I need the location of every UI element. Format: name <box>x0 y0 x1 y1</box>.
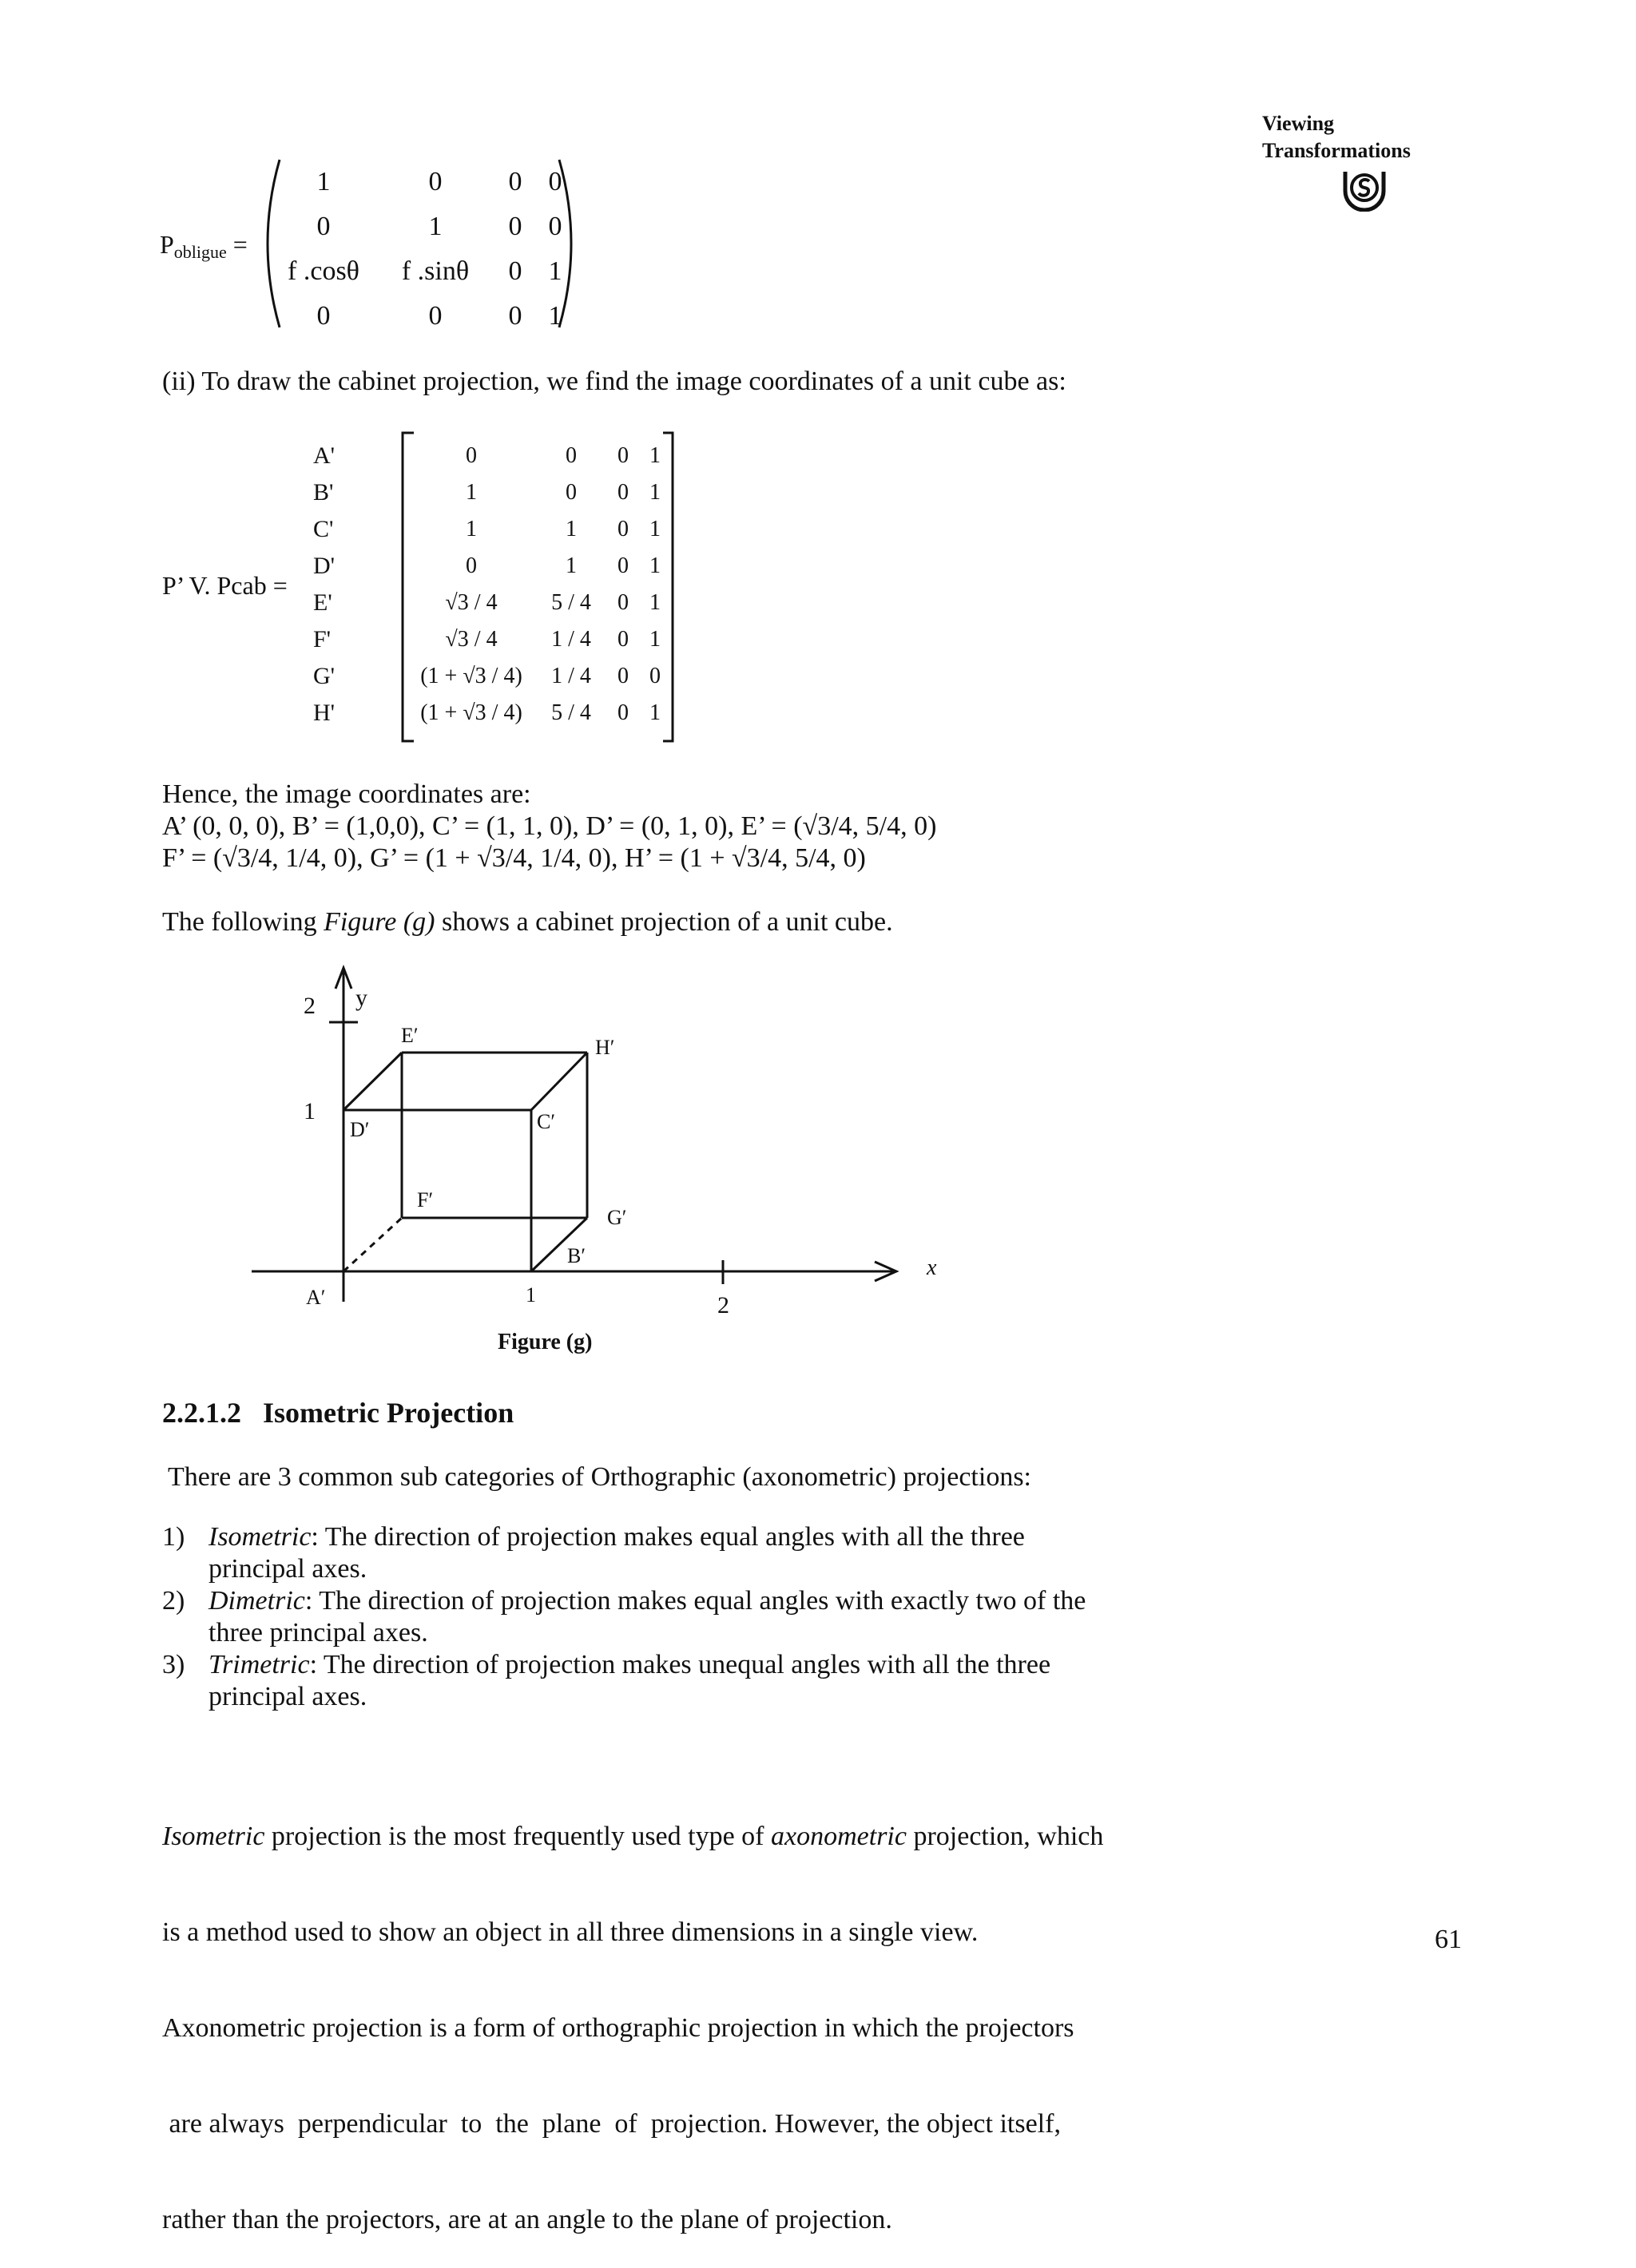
x-axis-label: x <box>927 1255 937 1280</box>
edge-DE <box>343 1053 402 1110</box>
vertex-label-f: F′ <box>417 1188 434 1211</box>
list-item <box>162 1521 1025 1585</box>
matrix-cabinet-cell: 1 <box>649 553 661 578</box>
list-text-continued: principal axes. <box>208 1682 367 1711</box>
paragraph-cabinet: (ii) To draw the cabinet projection, we find the image coordinates of a unit cube as: <box>162 367 1066 396</box>
coords-line-2: F’ = (√3/4, 1/4, 0), G’ = (1 + √3/4, 1/4, 0), H’ = (1 + √3/4, 5/4, 0) <box>162 843 866 873</box>
list-text: : The direction of projection makes unequal angles with all the three <box>309 1650 1051 1679</box>
matrix-cabinet-cell: 1 / 4 <box>551 627 591 652</box>
matrix-oblique-cell: 0 <box>508 256 522 286</box>
list-term: Trimetric <box>208 1650 310 1679</box>
list-term: Isometric <box>208 1522 312 1552</box>
matrix-cabinet-cell: 0 <box>617 664 629 688</box>
vertex-label-a: A′ <box>306 1286 326 1309</box>
matrix-oblique-cell: f .sinθ <box>401 256 470 286</box>
matrix-oblique-cell: 1 <box>548 256 562 286</box>
header-line-1: Viewing <box>1262 112 1335 135</box>
matrix-oblique-equals: = <box>232 230 248 259</box>
matrix-oblique-cell: 1 <box>428 212 443 241</box>
matrix-cabinet-cell: 1 <box>649 443 661 468</box>
matrix-cabinet-cell: 1 <box>649 700 661 725</box>
matrix-cabinet-cell: (1 + √3 / 4) <box>420 700 522 725</box>
matrix-oblique-label-sub: obligue <box>173 242 227 262</box>
matrix-oblique-cell: 0 <box>508 212 522 241</box>
matrix-cabinet-cell: 0 <box>617 443 629 468</box>
coords-intro: Hence, the image coordinates are: <box>162 779 531 809</box>
row-label: C' <box>313 516 334 542</box>
matrix-cabinet-cell: 0 <box>617 480 629 505</box>
matrix-oblique-cell: 0 <box>316 212 331 241</box>
row-label: F' <box>313 626 332 652</box>
matrix-cabinet-cell: 0 <box>617 553 629 578</box>
vertex-label-e: E′ <box>401 1024 419 1047</box>
figure-intro-after: shows a cabinet projection of a unit cube. <box>435 907 893 937</box>
header-line-2: Transformations <box>1262 139 1411 162</box>
matrix-oblique-cell: f .cosθ <box>288 256 359 286</box>
vertex-label-d: D′ <box>350 1118 370 1141</box>
row-label: H' <box>313 700 336 726</box>
figure-caption: Figure (g) <box>498 1330 593 1354</box>
vertex-label-c: C′ <box>537 1110 556 1133</box>
matrix-cabinet-cell: 1 <box>466 480 477 505</box>
section-heading <box>162 1396 514 1429</box>
section-title: Isometric Projection <box>263 1397 514 1429</box>
matrix-cabinet-cell: 1 <box>566 553 577 578</box>
matrix-cabinet-cell: 1 <box>566 517 577 541</box>
x-tick-label-2: 2 <box>717 1292 729 1318</box>
para-line: rather than the projectors, are at an angle to the plane of projection. <box>162 2205 892 2234</box>
isometric-paragraph <box>162 1757 1103 2268</box>
list-text: : The direction of projection makes equal angles with exactly two of the <box>304 1586 1086 1616</box>
para-line: Axonometric projection is a form of orthographic projection in which the projectors <box>162 2013 1074 2043</box>
edge-AF-hidden <box>343 1218 402 1271</box>
matrix-oblique-cell: 1 <box>316 167 331 196</box>
section-number: 2.2.1.2 <box>162 1397 241 1429</box>
matrix-cabinet-cell: 1 / 4 <box>551 664 591 688</box>
para-text: projection is the most frequently used type of <box>264 1822 772 1851</box>
matrix-oblique-cell: 0 <box>548 167 562 196</box>
coords-line-1: A’ (0, 0, 0), B’ = (1,0,0), C’ = (1, 1, 0), D’ = (0, 1, 0), E’ = (√3/4, 5/4, 0) <box>162 811 937 841</box>
term-isometric: Isometric <box>162 1822 265 1851</box>
para-line: are always perpendicular to the plane of projection. However, the object itself, <box>162 2109 1061 2139</box>
row-label: A' <box>313 442 336 469</box>
matrix-cabinet-label: P’ V. Pcab = <box>162 571 288 600</box>
matrix-cabinet-cell: 0 <box>566 443 577 468</box>
subcategories-intro: There are 3 common sub categories of Orthographic (axonometric) projections: <box>168 1462 1031 1492</box>
matrix-oblique-label-main: P <box>160 230 174 259</box>
list-term: Dimetric <box>208 1586 305 1616</box>
matrix-cabinet-cell: √3 / 4 <box>445 627 498 652</box>
matrix-cabinet-cell: (1 + √3 / 4) <box>420 664 522 688</box>
row-label: G' <box>313 663 336 689</box>
matrix-cabinet-cell: 1 <box>649 627 661 652</box>
y-tick-label-2: 2 <box>304 993 316 1019</box>
matrix-cabinet-cell: 0 <box>617 700 629 725</box>
row-label: B' <box>313 479 334 506</box>
x-tick-label-1: 1 <box>526 1283 536 1306</box>
matrix-oblique-cell: 0 <box>316 301 331 331</box>
vertex-label-h: H′ <box>595 1036 615 1059</box>
list-number: 1) <box>162 1522 185 1552</box>
row-label: D' <box>313 553 336 579</box>
y-tick-label-1: 1 <box>304 1098 316 1124</box>
matrix-oblique-cell: 1 <box>548 301 562 331</box>
matrix-oblique-cell: 0 <box>508 301 522 331</box>
matrix-oblique-cell: 0 <box>428 301 443 331</box>
matrix-cabinet-cell: 5 / 4 <box>551 700 591 725</box>
matrix-cabinet-cell: 1 <box>649 590 661 615</box>
figure-intro-ref: Figure (g) <box>324 907 435 937</box>
matrix-cabinet-cell: 0 <box>617 590 629 615</box>
matrix-cabinet-cell: 5 / 4 <box>551 590 591 615</box>
y-axis-label: y <box>355 985 367 1011</box>
list-text-continued: principal axes. <box>208 1554 367 1584</box>
matrix-cabinet-cell: 1 <box>649 517 661 541</box>
para-line: is a method used to show an object in all three dimensions in a single view. <box>162 1917 979 1947</box>
edge-CH <box>531 1053 587 1110</box>
matrix-cabinet-cell: 0 <box>566 480 577 505</box>
vertex-label-g: G′ <box>607 1206 627 1229</box>
matrix-cabinet-cell: 1 <box>466 517 477 541</box>
matrix-cabinet-cell: 0 <box>617 627 629 652</box>
matrix-cabinet-cell: 0 <box>466 553 477 578</box>
list-item <box>162 1649 1050 1713</box>
list-item <box>162 1585 1086 1649</box>
para-text: projection, which <box>906 1822 1104 1851</box>
figure-intro-before: The following <box>162 907 324 937</box>
matrix-oblique-cell: 0 <box>508 167 522 196</box>
matrix-cabinet-cell: 0 <box>649 664 661 688</box>
matrix-oblique-cell: 0 <box>548 212 562 241</box>
row-label: E' <box>313 589 332 616</box>
list-text-continued: three principal axes. <box>208 1618 428 1647</box>
matrix-oblique-cell: 0 <box>428 167 443 196</box>
matrix-cabinet-cell: 1 <box>649 480 661 505</box>
list-number: 3) <box>162 1650 185 1679</box>
list-text: : The direction of projection makes equal angles with all the three <box>311 1522 1025 1552</box>
term-axonometric: axonometric <box>771 1822 907 1851</box>
matrix-cabinet-cell: 0 <box>617 517 629 541</box>
vertex-label-b: B′ <box>567 1244 586 1267</box>
matrix-cabinet-cell: 0 <box>466 443 477 468</box>
matrix-cabinet-cell: √3 / 4 <box>445 590 498 615</box>
list-number: 2) <box>162 1586 185 1616</box>
page-number: 61 <box>1435 1925 1462 1954</box>
